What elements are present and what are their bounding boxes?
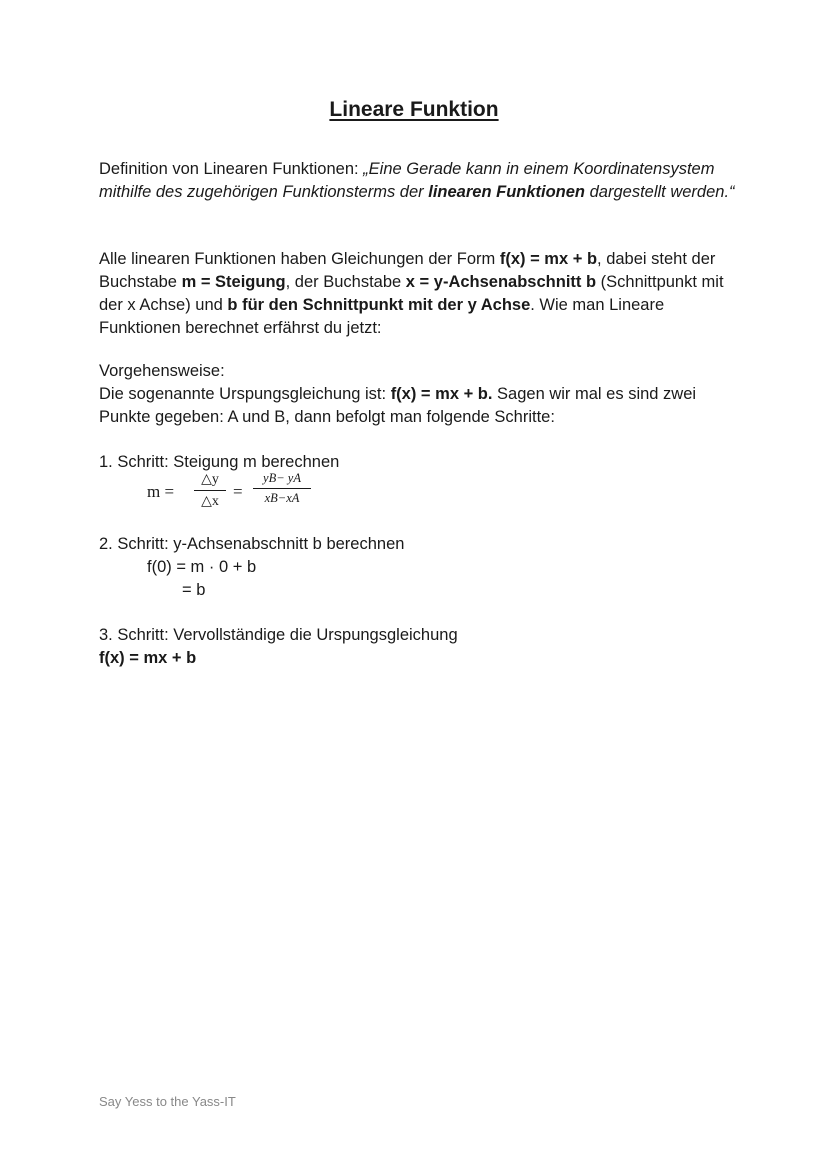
intro-paragraph: Alle linearen Funktionen haben Gleichungen der Form f(x) = mx + b, dabei steht der Buchstabe m = Steigung, der Buchstabe x = y-Achsenabschnitt b (Schnittpunkt mit der x Achse) und b für den Schnittpunkt mit der y Achse. Wie man Lineare Funktionen berechnet erfährst du jetzt: bbox=[99, 250, 724, 337]
footer-text: Say Yess to the Yass-IT bbox=[99, 1094, 236, 1109]
definition-paragraph: Definition von Linearen Funktionen: „Eine Gerade kann in einem Koordinatensystem mithilfe des zugehörigen Funktionsterms der linearen Funktionen dargestellt werden.“ bbox=[99, 160, 735, 201]
delta-y: △y bbox=[201, 472, 219, 487]
step2-line2: = b bbox=[182, 581, 206, 599]
page-title: Lineare Funktion bbox=[329, 98, 499, 121]
y-difference: yB− yA bbox=[263, 471, 301, 485]
points-fraction bbox=[253, 471, 311, 506]
equals-sign: = bbox=[233, 482, 243, 501]
delta-x: △x bbox=[201, 494, 219, 509]
step3-formula: f(x) = mx + b bbox=[99, 649, 197, 667]
delta-fraction bbox=[194, 471, 226, 510]
step2-line1: f(0) = m · 0 + b bbox=[147, 558, 257, 576]
slope-lhs: m = bbox=[147, 482, 175, 501]
procedure-paragraph: Die sogenannte Urspungsgleichung ist: f(x) = mx + b. Sagen wir mal es sind zwei Punkte gegeben: A und B, dann befolgt man folgende Schritte: bbox=[99, 385, 697, 426]
step3-heading: 3. Schritt: Vervollständige die Urspungsgleichung bbox=[99, 626, 458, 644]
step1-heading: 1. Schritt: Steigung m berechnen bbox=[99, 453, 340, 471]
procedure-heading: Vorgehensweise: bbox=[99, 362, 225, 380]
step2-heading: 2. Schritt: y-Achsenabschnitt b berechnen bbox=[99, 535, 405, 553]
x-difference: xB−xA bbox=[264, 491, 300, 505]
